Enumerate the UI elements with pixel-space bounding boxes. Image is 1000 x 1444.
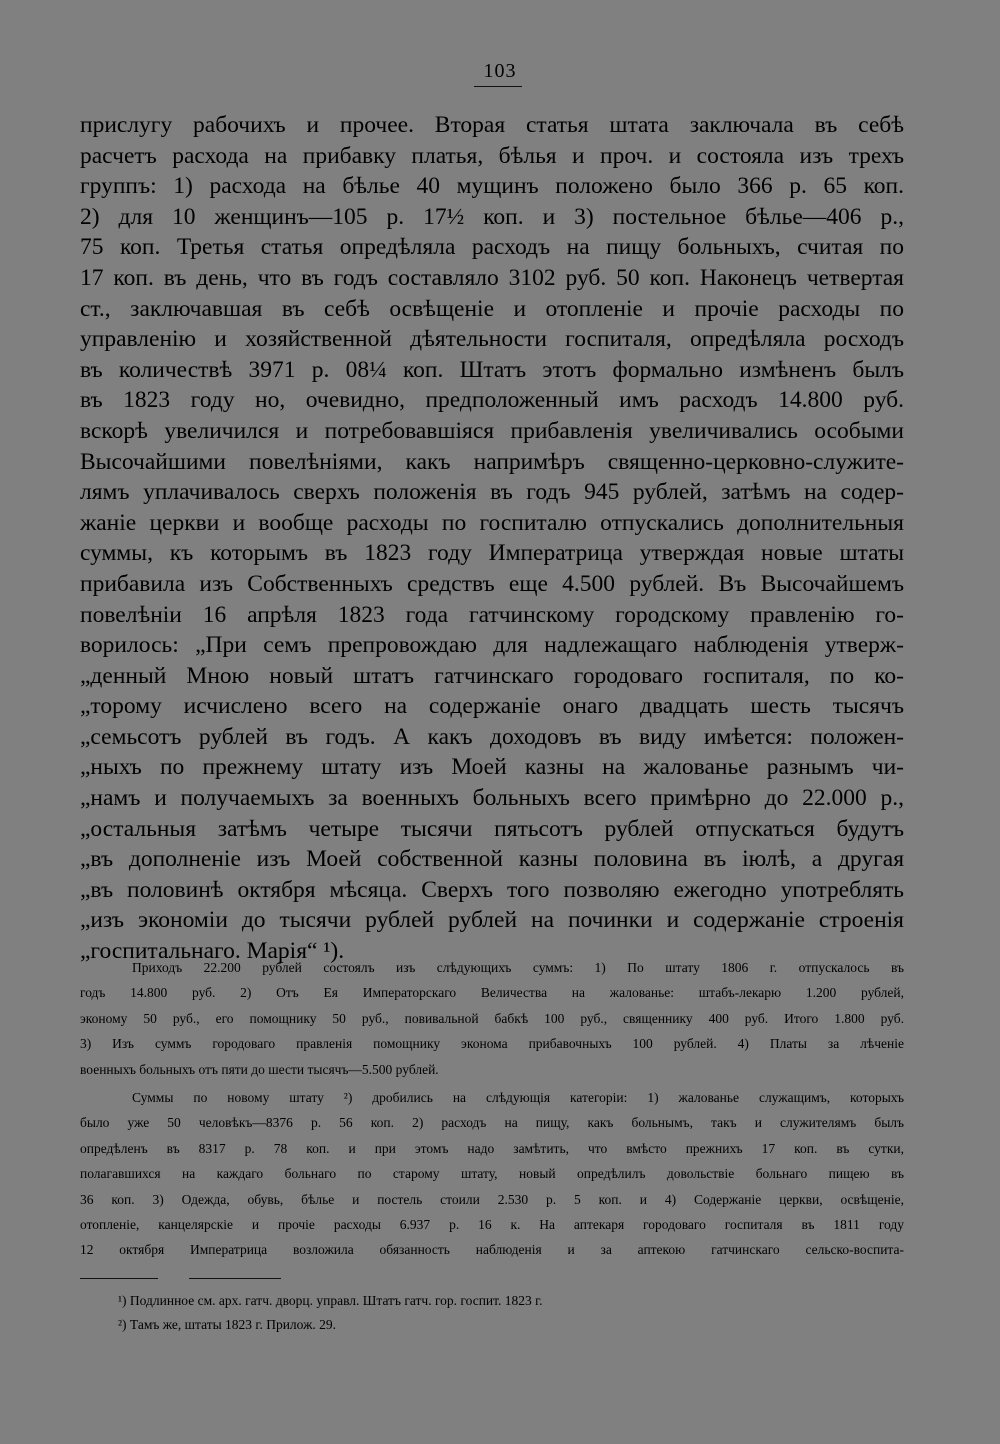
text-line: жаніе церкви и вообще расходы по госпиталю отпускались дополнительныя	[80, 509, 904, 536]
text-line: лямъ уплачивалось сверхъ положенія въ годъ 945 рублей, затѣмъ на содер-	[80, 479, 904, 506]
note-line: 12 октября Императрица возложила обязанность наблюденія и за аптекою гатчинскаго сельско-воспита-	[80, 1242, 904, 1258]
text-line: „госпитальнаго. Марія“ ¹).	[80, 938, 345, 965]
text-line: ворилось: „При семъ препровождаю для надлежащаго наблюденія утверж-	[80, 632, 904, 659]
text-line: ст., заключавшая въ себѣ освѣщеніе и отопленіе и прочіе расходы по	[80, 295, 904, 322]
note-line: 36 коп. 3) Одежда, обувь, бѣлье и постель стоили 2.530 р. 5 коп. и 4) Содержаніе церкви, освѣщеніе,	[80, 1191, 904, 1207]
text-line: „въ дополненіе изъ Моей собственной казны половина въ іюлѣ, а другая	[80, 846, 904, 873]
text-line: расчетъ расхода на прибавку платья, бѣлья и проч. и состояла изъ трехъ	[80, 142, 904, 169]
text-line: прислугу рабочихъ и прочее. Вторая статья штата заключала въ себѣ	[80, 112, 904, 138]
page-number-underline	[474, 86, 522, 87]
page-number: 103	[483, 60, 517, 82]
note-line: 3) Изъ суммъ городоваго правленія помощнику эконома прибавочныхъ 100 рублей. 4) Платы за лѣченіе	[80, 1036, 904, 1052]
note-line: Приходъ 22.200 рублей состоялъ изъ слѣдующихъ суммъ: 1) По штату 1806 г. отпускалось въ	[132, 960, 904, 975]
text-line: „торому исчислено всего на содержаніе онаго двадцать шесть тысячъ	[80, 693, 904, 720]
text-line: „изъ экономіи до тысячи рублей рублей на починки и содержаніе строенія	[80, 907, 904, 934]
note-income	[80, 955, 904, 1082]
footnote-separator-left	[80, 1278, 158, 1279]
text-line: „остальныя затѣмъ четыре тысячи пятьсотъ рублей отпускаться будутъ	[80, 815, 904, 842]
note-line: военныхъ больныхъ отъ пяти до шести тысячъ—5.500 рублей.	[80, 1061, 439, 1077]
note-line: опредѣленъ въ 8317 р. 78 коп. и при этомъ надо замѣтить, что вмѣсто прежнихъ 17 коп. въ сутки,	[80, 1140, 904, 1156]
text-line: въ 1823 году но, очевидно, предположенный имъ расходъ 14.800 руб.	[80, 387, 904, 414]
note-line: было уже 50 человѣкъ—8376 р. 56 коп. 2) расходъ на пищу, какъ больнымъ, такъ и служителямъ былъ	[80, 1115, 904, 1131]
note-line: годъ 14.800 руб. 2) Отъ Ея Императорскаго Величества на жалованье: штабъ-лекарю 1.200 рублей,	[80, 985, 904, 1001]
text-line: „денный Мною новый штатъ гатчинскаго городоваго госпиталя, по ко-	[80, 662, 904, 689]
footnote-separator-right	[189, 1278, 281, 1279]
note-staff	[80, 1085, 904, 1263]
note-line: полагавшихся на каждаго больнаго по старому штату, новый опредѣлилъ довольствіе больнаго пищею въ	[80, 1166, 904, 1182]
text-line: „въ половинѣ октября мѣсяца. Сверхъ того позволяю ежегодно употреблять	[80, 876, 904, 903]
footnotes	[118, 1289, 904, 1337]
note-line: отопленіе, канцелярскіе и прочіе расходы 6.937 р. 16 к. На аптекаря городоваго госпиталя въ 1811 году	[80, 1217, 904, 1233]
main-text	[80, 110, 904, 967]
text-line: „ныхъ по прежнему штату изъ Моей казны на жалованье разнымъ чи-	[80, 754, 904, 781]
footnote: ¹) Подлинное см. арх. гатч. дворц. управл. Штатъ гатч. гор. госпит. 1823 г.	[118, 1293, 543, 1308]
text-line: управленію и хозяйственной дѣятельности госпиталя, опредѣляла росходъ	[80, 326, 904, 353]
text-line: прибавила изъ Собственныхъ средствъ еще 4.500 рублей. Въ Высочайшемъ	[80, 570, 904, 597]
text-line: въ количествѣ 3971 р. 08¼ коп. Штатъ этотъ формально измѣненъ былъ	[80, 356, 904, 383]
text-line: 17 коп. въ день, что въ годъ составляло 3102 руб. 50 коп. Наконецъ четвертая	[80, 264, 904, 291]
note-line: Суммы по новому штату ²) дробились на слѣдующія категоріи: 1) жалованье служащимъ, которыхъ	[132, 1090, 904, 1105]
text-line: суммы, къ которымъ въ 1823 году Императрица утверждая новые штаты	[80, 540, 904, 567]
text-line: „намъ и получаемыхъ за военныхъ больныхъ всего примѣрно до 22.000 р.,	[80, 785, 904, 812]
note-line: эконому 50 руб., его помощнику 50 руб., повивальной бабкѣ 100 руб., священнику 400 руб. Итого 1.800 руб.	[80, 1010, 904, 1026]
text-line: 2) для 10 женщинъ—105 р. 17½ коп. и 3) постельное бѣлье—406 р.,	[80, 203, 904, 230]
text-line: группъ: 1) расхода на бѣлье 40 мущинъ положено было 366 р. 65 коп.	[80, 173, 904, 200]
text-line: 75 коп. Третья статья опредѣляла расходъ на пищу больныхъ, считая по	[80, 234, 904, 261]
text-line: повелѣніи 16 апрѣля 1823 года гатчинскому городскому правленію го-	[80, 601, 904, 628]
text-line: Высочайшими повелѣніями, какъ напримѣръ священно-церковно-служите-	[80, 448, 904, 475]
text-line: вскорѣ увеличился и потребовавшіяся прибавленія увеличивались особыми	[80, 417, 904, 444]
text-line: „семьсотъ рублей въ годъ. А какъ доходовъ въ виду имѣется: положен-	[80, 723, 904, 750]
footnote: ²) Тамъ же, штаты 1823 г. Прилож. 29.	[118, 1317, 337, 1332]
